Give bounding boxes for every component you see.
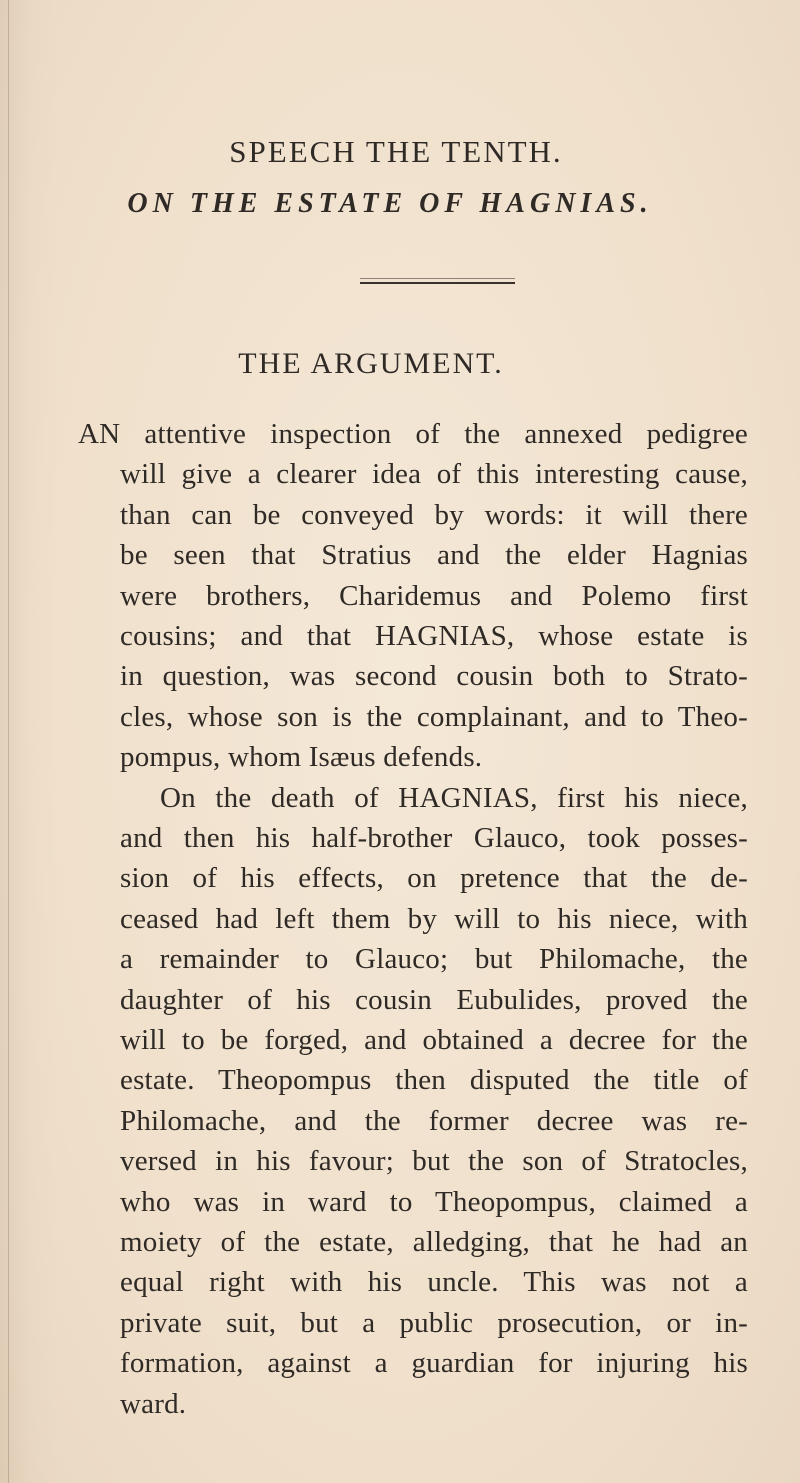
speech-subtitle: ON THE ESTATE OF HAGNIAS. [127, 188, 653, 219]
argument-heading: THE ARGUMENT. [238, 347, 504, 380]
argument-line-21: moiety of the estate, alledging, that he had an [120, 1226, 748, 1258]
argument-line-10: On the death of HAGNIAS, first his niece, [160, 781, 748, 814]
argument-line-25: ward. [120, 1387, 187, 1420]
argument-line-22: equal right with his uncle. This was not a [120, 1266, 748, 1299]
argument-line-8: cles, whose son is the complainant, and to Theo- [120, 700, 748, 733]
argument-line-17: estate. Theopompus then disputed the title of [120, 1064, 748, 1097]
argument-line-16: will to be forged, and obtained a decree for the [120, 1024, 748, 1056]
argument-line-13: ceased had left them by will to his niece, with [120, 902, 748, 935]
speech-title: SPEECH THE TENTH. [229, 134, 563, 169]
argument-line-9: pompus, whom Isæus defends. [120, 741, 483, 774]
argument-line-18: Philomache, and the former decree was re- [120, 1104, 748, 1137]
argument-line-3: than can be conveyed by words: it will there [120, 498, 748, 531]
argument-line-1: AN attentive inspection of the annexed pedigree [78, 418, 748, 450]
argument-line-12: sion of his effects, on pretence that the de- [120, 862, 748, 895]
argument-line-23: private suit, but a public prosecution, or in- [120, 1306, 748, 1339]
argument-line-6: cousins; and that HAGNIAS, whose estate is [120, 620, 748, 652]
argument-line-24: formation, against a guardian for injuring his [120, 1347, 748, 1380]
argument-line-11: and then his half-brother Glauco, took posses- [120, 822, 748, 854]
argument-line-20: who was in ward to Theopompus, claimed a [120, 1185, 748, 1218]
argument-line-5: were brothers, Charidemus and Polemo first [120, 579, 748, 612]
argument-line-7: in question, was second cousin both to Strato- [120, 660, 748, 693]
argument-line-15: daughter of his cousin Eubulides, proved the [120, 983, 748, 1016]
argument-line-19: versed in his favour; but the son of Stratocles, [120, 1145, 748, 1178]
argument-line-2: will give a clearer idea of this interesting cause, [120, 458, 748, 491]
argument-line-4: be seen that Stratius and the elder Hagnias [120, 539, 748, 572]
argument-line-14: a remainder to Glauco; but Philomache, the [120, 943, 748, 976]
